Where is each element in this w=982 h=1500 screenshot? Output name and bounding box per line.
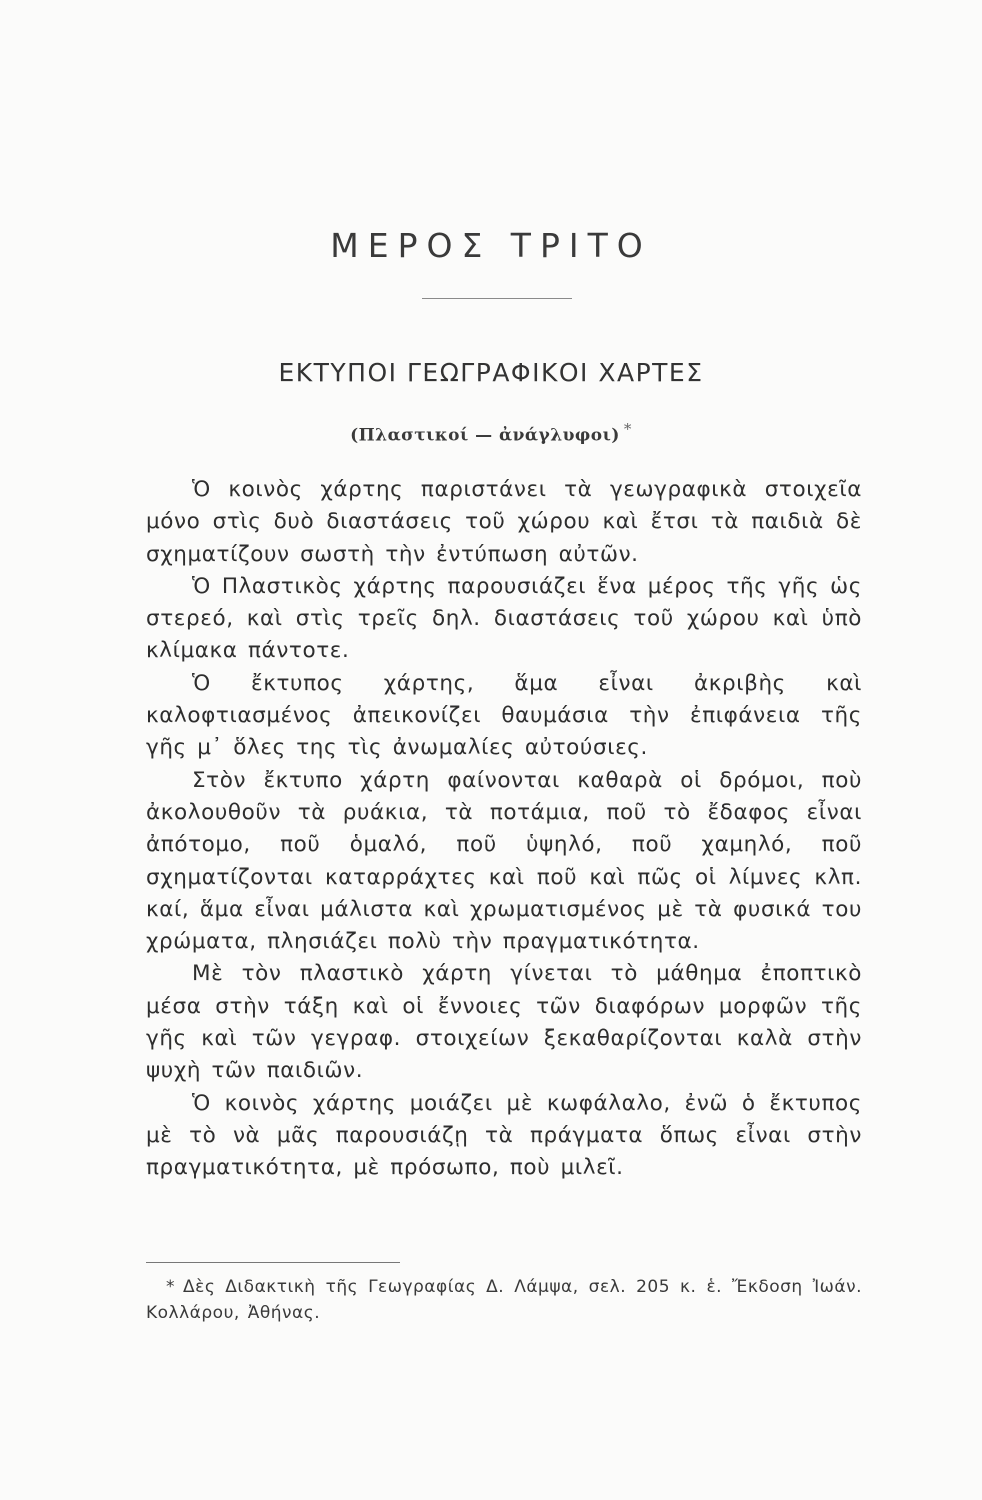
footnote-text: Δὲς Διδακτικὴ τῆς Γεωγραφίας Δ. Λάμψα, σελ. 205 κ. ἑ. Ἔκδοση Ἰωάν. Κολλάρου, Ἀθήνας. [146, 1277, 862, 1323]
footnote-divider [146, 1262, 400, 1263]
footnote [146, 1274, 862, 1326]
chapter-subtitle [0, 420, 982, 446]
title-divider [422, 298, 572, 299]
subtitle-text: (Πλαστικοί — ἀνάγλυφοι) [350, 425, 620, 446]
footnote-mark: * [166, 1277, 175, 1297]
paragraph: Ὁ κοινὸς χάρτης παριστάνει τὰ γεωγραφικὰ στοιχεῖα μόνο στὶς δυὸ διαστάσεις τοῦ χώρου καὶ ἔτσι τὰ παιδιὰ δὲ σχηματίζουν σωστὴ τὴν ἐντύπωση αὐτῶν. [146, 477, 862, 567]
footnote-reference-mark: * [623, 420, 632, 438]
body-text [146, 474, 862, 1185]
paragraph: Μὲ τὸν πλαστικὸ χάρτη γίνεται τὸ μάθημα ἐποπτικὸ μέσα στὴν τάξη καὶ οἱ ἔννοιες τῶν διαφόρων μορφῶν τῆς γῆς καὶ τῶν γεγραφ. στοιχείων ξεκαθαρίζονται καλὰ στὴν ψυχὴ τῶν παιδιῶν. [146, 961, 862, 1084]
paragraph: Ὁ Πλαστικὸς χάρτης παρουσιάζει ἕνα μέρος τῆς γῆς ὡς στερεό, καὶ στὶς τρεῖς δηλ. διαστάσεις τοῦ χώρου καὶ ὑπὸ κλίμακα πάντοτε. [146, 573, 862, 664]
part-title: ΜΕΡΟΣ ΤΡΙΤΟ [330, 226, 652, 265]
paragraph: Ὁ ἔκτυπος χάρτης, ἅμα εἶναι ἀκριβὴς καὶ καλοφτιασμένος ἀπεικονίζει θαυμάσια τὴν ἐπιφάνεια τῆς γῆς μ᾽ ὅλες της τὶς ἀνωμαλίες αὐτούσιες. [146, 670, 862, 761]
chapter-title: ΕΚΤΥΠΟΙ ΓΕΩΓΡΑΦΙΚΟΙ ΧΑΡΤΕΣ [278, 358, 704, 387]
paragraph: Στὸν ἔκτυπο χάρτη φαίνονται καθαρὰ οἱ δρόμοι, ποὺ ἀκολουθοῦν τὰ ρυάκια, τὰ ποτάμια, ποῦ τὸ ἔδαφος εἶναι ἀπότομο, ποῦ ὁμαλό, ποῦ ὑψηλό, ποῦ χαμηλό, ποῦ σχηματίζονται καταρράχτες καὶ ποῦ καὶ πῶς οἱ λίμνες κλπ. καί, ἅμα εἶναι μάλιστα καὶ χρωματισμένος μὲ τὰ φυσικά του χρώματα, πλησιάζει πολὺ τὴν πραγματικότητα. [146, 767, 862, 955]
paragraph: Ὁ κοινὸς χάρτης μοιάζει μὲ κωφάλαλο, ἐνῶ ὁ ἔκτυπος μὲ τὸ νὰ μᾶς παρουσιάζῃ τὰ πράγματα ὅπως εἶναι στὴν πραγματικότητα, μὲ πρόσωπο, ποὺ μιλεῖ. [146, 1090, 862, 1181]
